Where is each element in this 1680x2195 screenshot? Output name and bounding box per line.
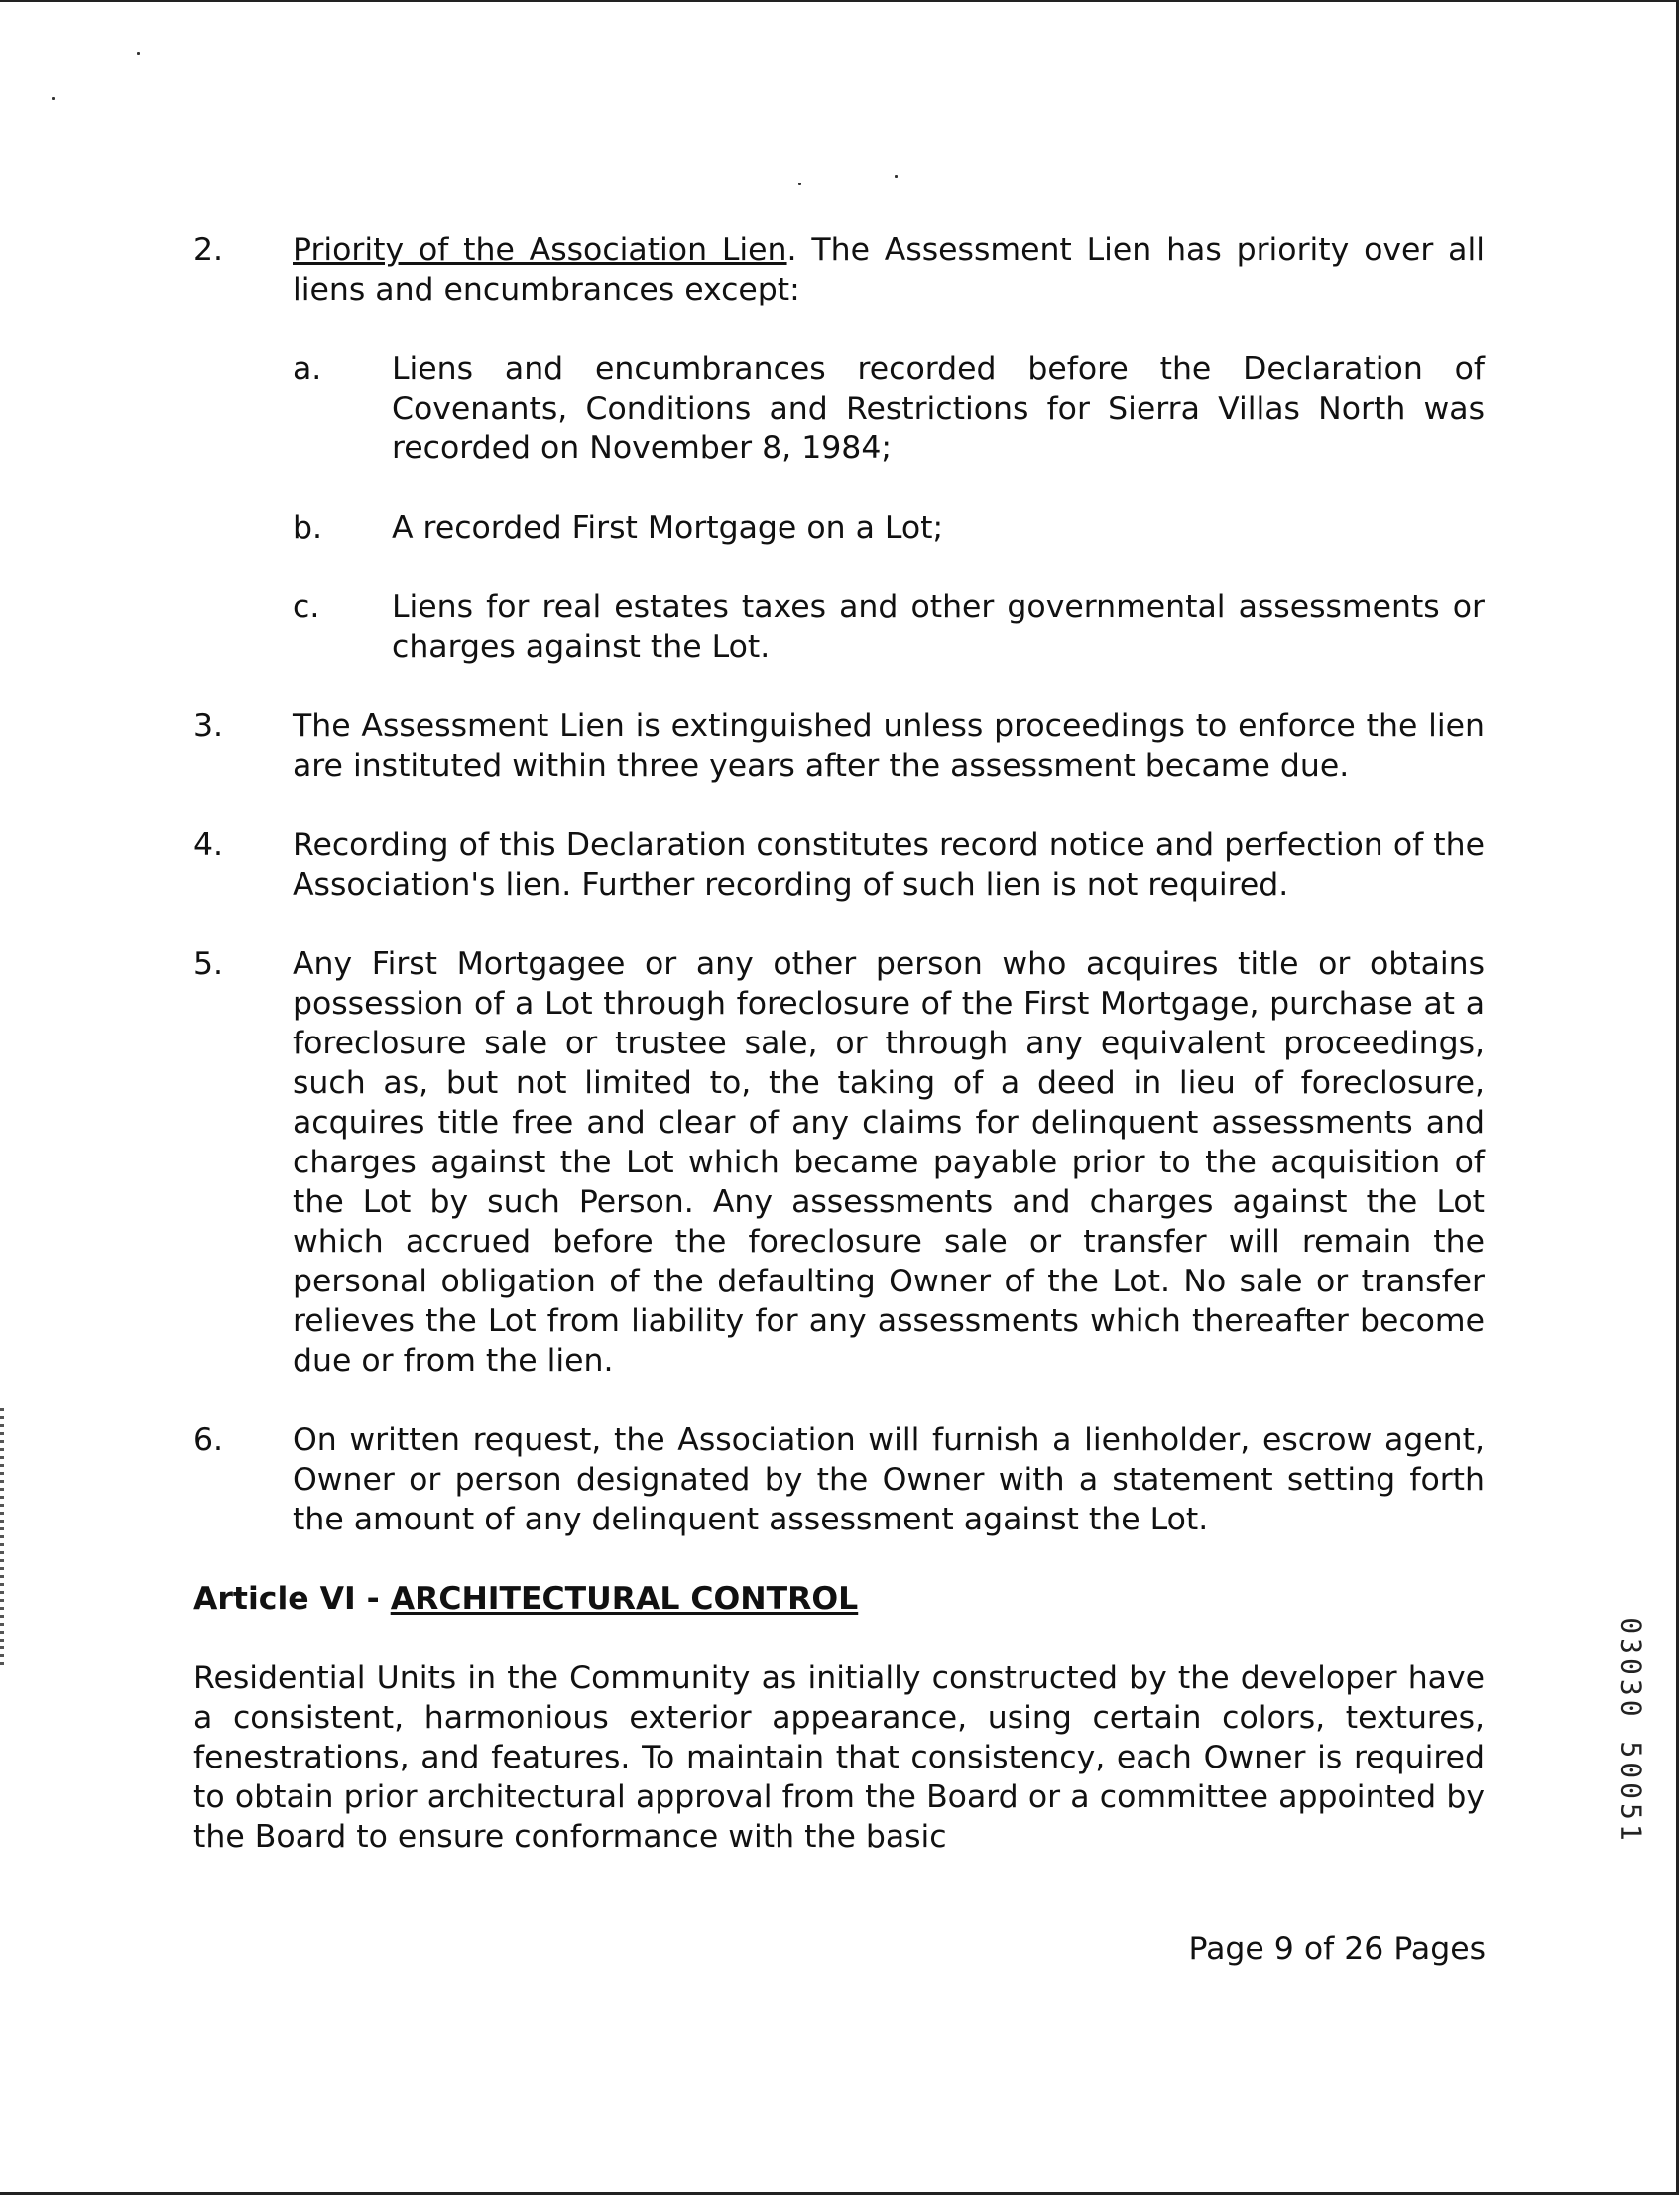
article-heading bbox=[193, 1579, 1485, 1619]
sub-item-number: c. bbox=[293, 589, 320, 625]
list-item-3 bbox=[193, 706, 1485, 786]
sub-item-number: a. bbox=[293, 351, 322, 387]
recording-stamp bbox=[1612, 1607, 1651, 1855]
page-number: Page 9 of 26 Pages bbox=[1188, 1931, 1486, 1967]
sub-item-text: A recorded First Mortgage on a Lot; bbox=[392, 510, 944, 546]
item-number: 4. bbox=[193, 827, 224, 863]
item-number: 5. bbox=[193, 946, 224, 982]
article-prefix: Article VI - bbox=[193, 1581, 391, 1617]
sub-item-number: b. bbox=[293, 510, 323, 546]
article-title: ARCHITECTURAL CONTROL bbox=[390, 1581, 859, 1617]
list-item-5 bbox=[193, 944, 1485, 1381]
list-item-4 bbox=[193, 825, 1485, 905]
item-number: 3. bbox=[193, 708, 224, 744]
sub-item-text: Liens and encumbrances recorded before the Declaration of Covenants, Conditions and Restrictions for Sierra Villas North was recorded on November 8, 1984; bbox=[392, 351, 1485, 466]
sub-item-text: Liens for real estates taxes and other governmental assessments or charges against the Lot. bbox=[392, 589, 1485, 665]
stamp-text: 03030 50051 bbox=[1615, 1617, 1648, 1845]
item-text: Any First Mortgagee or any other person who acquires title or obtains possession of a Lot through foreclosure of the First Mortgage, purchase at a foreclosure sale or trustee sale, or through any equivalent proceedings, such as, but not limited to, the taking of a deed in lieu of foreclosure, acquires title free and clear of any claims for delinquent assessments and charges against the Lot which became payable prior to the acquisition of the Lot by such Person. Any assessments and charges against the Lot which accrued before the foreclosure sale or transfer will remain the personal obligation of the defaulting Owner of the Lot. No sale or transfer relieves the Lot from liability for any assessments which thereafter become due or from the lien. bbox=[293, 946, 1485, 1379]
list-item-6 bbox=[193, 1420, 1485, 1539]
section-title: Priority of the Association Lien bbox=[293, 232, 787, 268]
item-number: 2. bbox=[193, 232, 224, 268]
article-paragraph: Residential Units in the Community as initially constructed by the developer have a consistent, harmonious exterior appearance, using certain colors, textures, fenestrations, and features. To maintain that consistency, each Owner is required to obtain prior architectural approval from the Board or a committee appointed by the Board to ensure conformance with the basic bbox=[193, 1660, 1485, 1855]
item-text bbox=[293, 230, 1485, 667]
sub-item-b bbox=[293, 508, 1485, 548]
item-text: Recording of this Declaration constitutes record notice and perfection of the Association's lien. Further recording of such lien is not required. bbox=[293, 827, 1485, 903]
item-text: The Assessment Lien is extinguished unless proceedings to enforce the lien are instituted within three years after the assessment became due. bbox=[293, 708, 1485, 784]
section-intro: . The Assessment Lien has priority over all liens and encumbrances except: bbox=[293, 232, 1485, 307]
sub-item-a bbox=[293, 349, 1485, 468]
document-body bbox=[193, 230, 1485, 1857]
scan-margin-marks bbox=[0, 1408, 4, 1666]
sub-item-c bbox=[293, 587, 1485, 667]
list-item-2 bbox=[193, 230, 1485, 667]
item-text: On written request, the Association will furnish a lienholder, escrow agent, Owner or person designated by the Owner with a statement setting forth the amount of any delinquent assessment against the Lot. bbox=[293, 1422, 1485, 1537]
item-number: 6. bbox=[193, 1422, 224, 1458]
